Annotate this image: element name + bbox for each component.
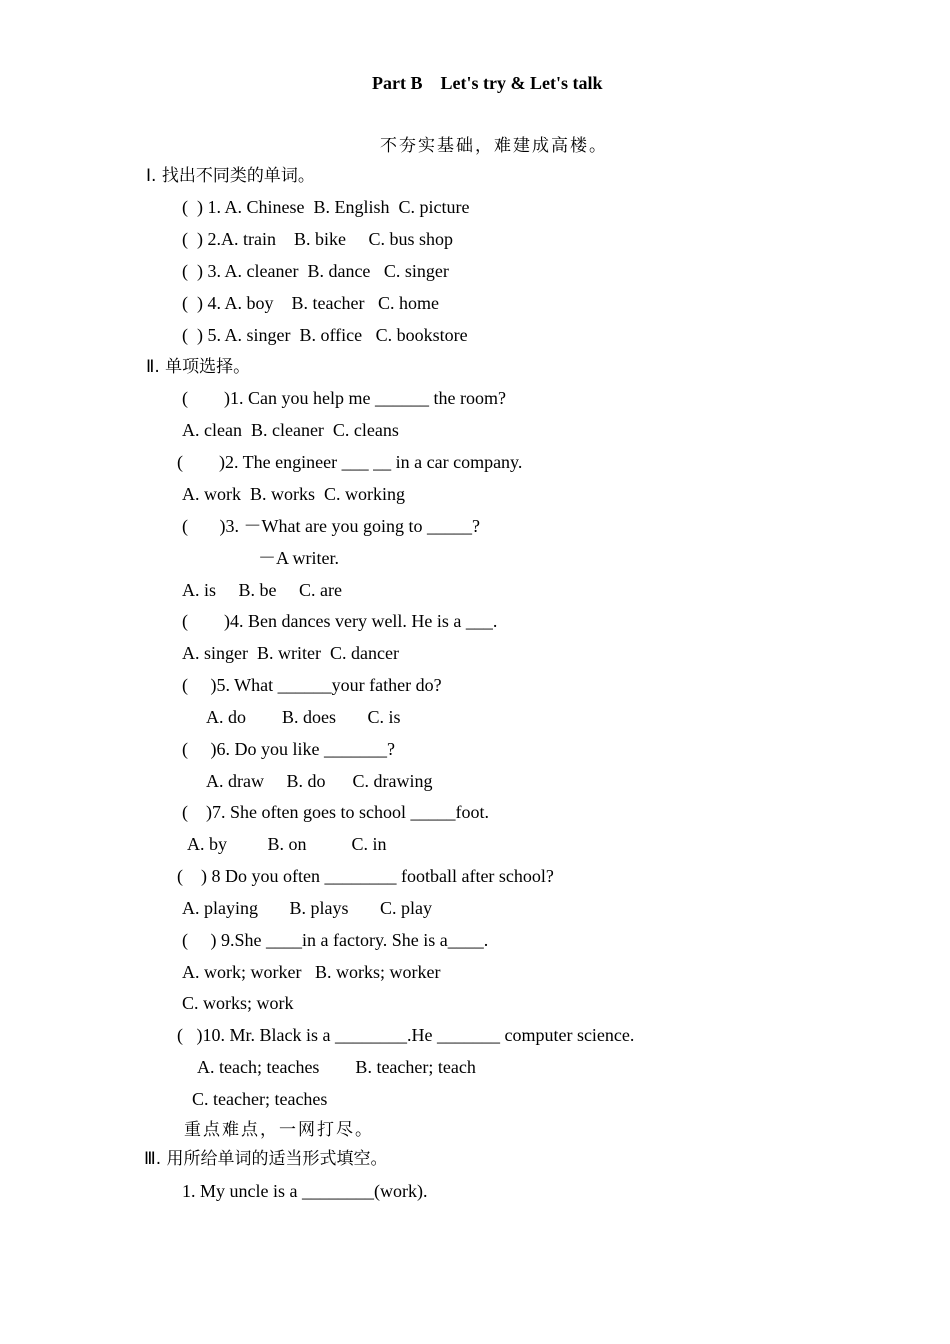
- s2-question: ( )4. Ben dances very well. He is a ___.: [182, 611, 498, 631]
- s2-options: A. singer B. writer C. dancer: [182, 643, 399, 663]
- s2-question: ( ) 9.She ____in a factory. She is a____.: [182, 930, 489, 950]
- section3-heading: Ⅲ. 用所给单词的适当形式填空。: [144, 1149, 388, 1169]
- s2-options: A. clean B. cleaner C. cleans: [182, 420, 399, 440]
- s2-question: ( )2. The engineer ___ __ in a car company.: [177, 452, 523, 472]
- s1-item: ( ) 1. A. Chinese B. English C. picture: [182, 197, 470, 217]
- s2-options: A. playing B. plays C. play: [182, 898, 432, 918]
- motto-mid: 重点难点，一网打尽。: [184, 1120, 374, 1140]
- s2-question: ( ) 8 Do you often ________ football after school?: [177, 866, 554, 886]
- page-title: Part B Let's try & Let's talk: [372, 73, 603, 93]
- s2-question: ( )1. Can you help me ______ the room?: [182, 388, 506, 408]
- s3-item: 1. My uncle is a ________(work).: [182, 1181, 428, 1201]
- s2-answer: －A writer.: [258, 548, 339, 568]
- section2-heading: Ⅱ. 单项选择。: [146, 357, 251, 377]
- s2-options: A. work B. works C. working: [182, 484, 405, 504]
- s2-question: ( )5. What ______your father do?: [182, 675, 442, 695]
- s1-item: ( ) 3. A. cleaner B. dance C. singer: [182, 261, 449, 281]
- motto-top: 不夯实基础，难建成高楼。: [380, 136, 608, 156]
- s1-item: ( ) 5. A. singer B. office C. bookstore: [182, 325, 468, 345]
- s2-options: A. work; worker B. works; worker: [182, 962, 441, 982]
- s2-question: ( )6. Do you like _______?: [182, 739, 395, 759]
- s2-options: A. by B. on C. in: [187, 834, 387, 854]
- s2-options: C. teacher; teaches: [192, 1089, 328, 1109]
- s1-item: ( ) 2.A. train B. bike C. bus shop: [182, 229, 453, 249]
- s2-options: C. works; work: [182, 993, 294, 1013]
- s2-question: ( )3. －What are you going to _____?: [182, 516, 480, 536]
- s1-item: ( ) 4. A. boy B. teacher C. home: [182, 293, 439, 313]
- s2-question: ( )7. She often goes to school _____foot.: [182, 802, 489, 822]
- s2-options: A. is B. be C. are: [182, 580, 342, 600]
- section1-heading: Ⅰ. 找出不同类的单词。: [146, 166, 315, 186]
- s2-options: A. draw B. do C. drawing: [206, 771, 433, 791]
- s2-options: A. do B. does C. is: [206, 707, 401, 727]
- s2-question: ( )10. Mr. Black is a ________.He _______ computer science.: [177, 1025, 635, 1045]
- s2-options: A. teach; teaches B. teacher; teach: [197, 1057, 476, 1077]
